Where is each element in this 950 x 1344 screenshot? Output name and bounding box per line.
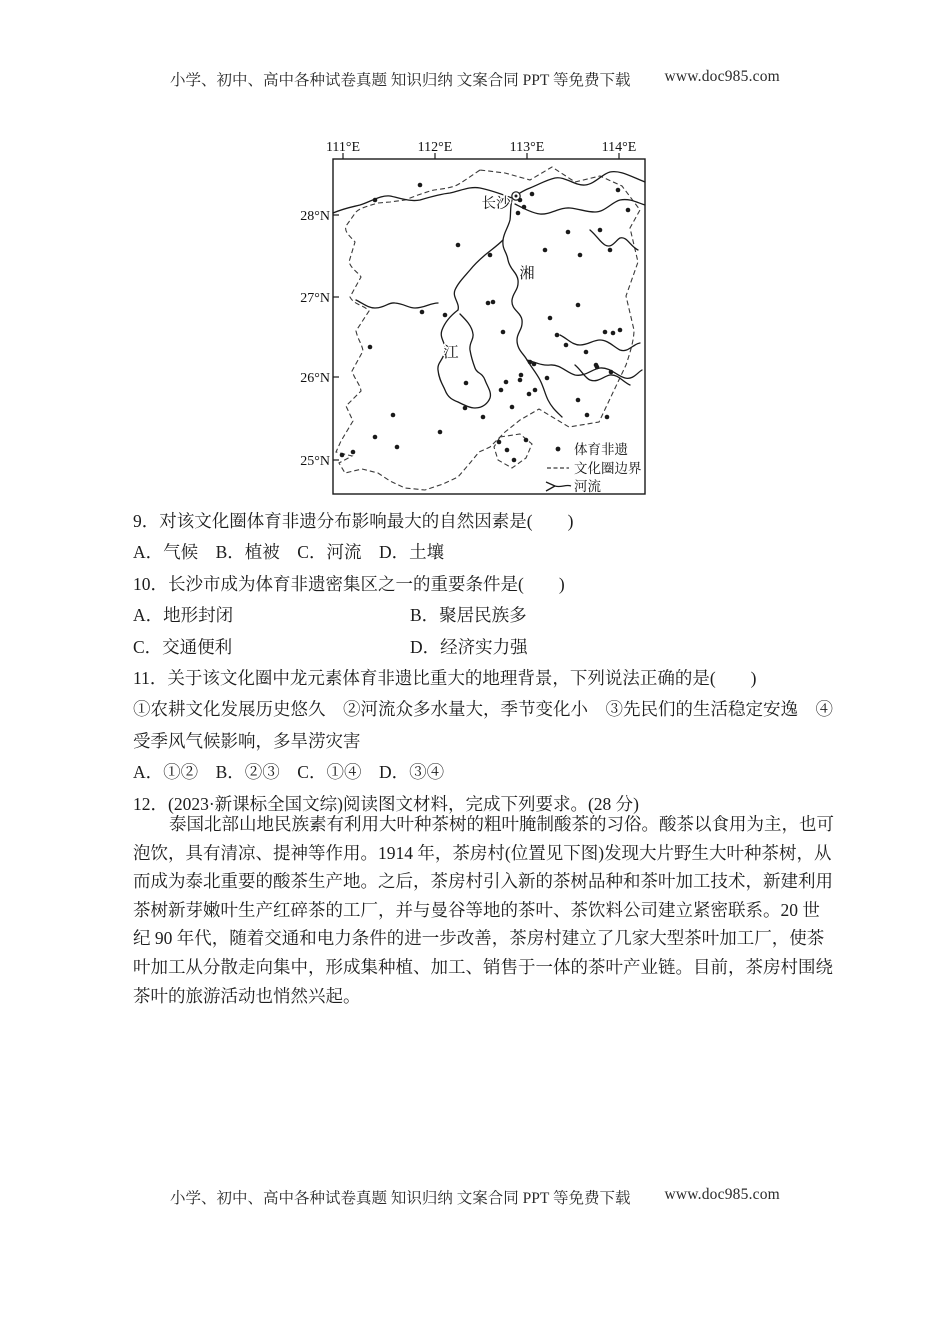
heritage-dot: [456, 243, 461, 248]
heritage-dot: [609, 370, 614, 375]
question-12: 12．(2023·新课标全国文综)阅读图文材料，完成下列要求。(28 分): [133, 793, 640, 814]
heritage-dot: [564, 343, 569, 348]
heritage-dot: [532, 362, 537, 367]
q10-option-a[interactable]: A．地形封闭: [133, 605, 234, 626]
heritage-dot: [501, 330, 506, 335]
heritage-dot: [340, 453, 345, 458]
heritage-dot: [543, 248, 548, 253]
question-11-items-line2: 受季风气候影响，多旱涝灾害: [133, 730, 361, 751]
lat-label-27n: 27°N: [300, 291, 330, 306]
heritage-dot: [373, 435, 378, 440]
question-11-items-line1: ①农耕文化发展历史悠久 ②河流众多水量大，季节变化小 ③先民们的生活稳定安逸 ④: [133, 699, 833, 720]
passage-line: 叶加工从分散走向集中，形成集种植、加工、销售于一体的茶叶产业链。目前，茶房村围绕: [133, 956, 833, 977]
heritage-dot: [420, 310, 425, 315]
heritage-dot: [395, 445, 400, 450]
passage-line: 泡饮，具有清凉、提神等作用。1914 年，茶房村(位置见下图)发现大片野生大叶种茶树，从: [133, 842, 832, 863]
heritage-dot: [464, 381, 469, 386]
heritage-dot: [373, 198, 378, 203]
heritage-dot: [528, 360, 533, 365]
heritage-dot: [618, 328, 623, 333]
map-legend: [542, 440, 644, 494]
heritage-dot: [463, 406, 468, 411]
page-footer: [0, 1186, 950, 1208]
heritage-dot: [576, 303, 581, 308]
lat-label-26n: 26°N: [300, 371, 330, 386]
page-header: [0, 68, 950, 90]
heritage-dot: [418, 183, 423, 188]
heritage-dot: [491, 300, 496, 305]
heritage-dot: [608, 248, 613, 253]
heritage-dot: [499, 388, 504, 393]
header-text: 小学、初中、高中各种试卷真题 知识归纳 文案合同 PPT 等免费下载: [170, 72, 631, 89]
heritage-dot: [516, 211, 521, 216]
passage-line: 泰国北部山地民族素有利用大叶种茶树的粗叶腌制酸茶的习俗。酸茶以食用为主，也可: [169, 814, 834, 834]
question-10: 10．长沙市成为体育非遗密集区之一的重要条件是( ): [133, 573, 565, 594]
q10-option-b[interactable]: B．聚居民族多: [410, 605, 527, 626]
heritage-dot: [351, 450, 356, 455]
heritage-dot: [522, 205, 527, 210]
heritage-dot: [533, 388, 538, 393]
footer-text: 小学、初中、高中各种试卷真题 知识归纳 文案合同 PPT 等免费下载: [170, 1190, 631, 1207]
heritage-dot: [545, 376, 550, 381]
heritage-dot: [585, 413, 590, 418]
heritage-dot: [576, 398, 581, 403]
heritage-dot: [481, 415, 486, 420]
heritage-dot: [488, 253, 493, 258]
heritage-dot: [524, 438, 529, 443]
passage-block: [133, 810, 833, 1010]
header-url[interactable]: www.doc985.com: [664, 68, 780, 85]
heritage-dot: [611, 331, 616, 336]
heritage-dot: [518, 378, 523, 383]
jiang-label: 江: [443, 345, 459, 361]
heritage-dot: [603, 330, 608, 335]
longitude-axis: [326, 140, 636, 159]
q10-option-d[interactable]: D．经济实力强: [410, 636, 528, 657]
heritage-dots: [340, 183, 631, 463]
question-11: 11．关于该文化圈中龙元素体育非遗比重大的地理背景，下列说法正确的是( ): [133, 667, 757, 688]
heritage-dot: [598, 228, 603, 233]
passage-line: 而成为泰北重要的酸茶生产地。之后，茶房村引入新的茶树品种和茶叶加工技术，新建利用: [133, 871, 833, 892]
heritage-dot: [368, 345, 373, 350]
heritage-dot: [566, 230, 571, 235]
heritage-dot: [443, 313, 448, 318]
heritage-dot: [616, 188, 621, 193]
lat-label-25n: 25°N: [300, 454, 330, 469]
heritage-dot: [594, 363, 599, 368]
passage-line: 茶树新芽嫩叶生产红碎茶的工厂，并与曼谷等地的茶叶、茶饮料公司建立紧密联系。20 世: [133, 899, 820, 920]
heritage-dot: [527, 392, 532, 397]
heritage-dot: [510, 405, 515, 410]
lon-label-114e: 114°E: [601, 140, 637, 155]
heritage-dot: [438, 430, 443, 435]
heritage-map-figure: [290, 140, 662, 508]
heritage-dot: [497, 440, 502, 445]
passage-line: 茶叶的旅游活动也悄然兴起。: [133, 985, 361, 1006]
heritage-dot: [555, 333, 560, 338]
heritage-dot: [504, 380, 509, 385]
heritage-dot: [486, 301, 491, 306]
heritage-dot: [605, 415, 610, 420]
passage-line: 纪 90 年代，随着交通和电力条件的进一步改善，茶房村建立了几家大型茶叶加工厂，使茶: [133, 928, 825, 949]
heritage-dot: [626, 208, 631, 213]
footer-url[interactable]: www.doc985.com: [664, 1186, 780, 1203]
lon-label-112e: 112°E: [417, 140, 453, 155]
lon-label-111e: 111°E: [325, 140, 361, 155]
question-10-options-row-2: [133, 632, 833, 663]
heritage-dot: [584, 350, 589, 355]
question-9: 9．对该文化圈体育非遗分布影响最大的自然因素是( ): [133, 511, 574, 531]
xiang-label: 湘: [519, 266, 535, 282]
heritage-dot: [530, 192, 535, 197]
question-block: [133, 506, 833, 820]
heritage-map-svg: [290, 140, 662, 508]
legend-heritage-label: 体育非遗: [574, 442, 628, 457]
question-11-options[interactable]: A．①② B．②③ C．①④ D．③④: [133, 762, 445, 783]
heritage-dot: [391, 413, 396, 418]
heritage-dot: [505, 448, 510, 453]
q10-option-c[interactable]: C．交通便利: [133, 636, 233, 657]
heritage-dot: [578, 253, 583, 258]
heritage-dot: [548, 316, 553, 321]
legend-river-label: 河流: [574, 479, 601, 494]
question-9-options[interactable]: A．气候 B．植被 C．河流 D．土壤: [133, 542, 445, 563]
heritage-dot: [519, 373, 524, 378]
changsha-city-marker: [512, 192, 520, 200]
changsha-label: 长沙: [481, 196, 511, 212]
lat-label-28n: 28°N: [300, 209, 330, 224]
lon-label-113e: 113°E: [509, 140, 545, 155]
legend-dot-symbol: [556, 447, 561, 452]
heritage-dot: [512, 458, 517, 463]
question-10-options-row-1: [133, 600, 833, 631]
legend-boundary-label: 文化圈边界: [574, 461, 642, 476]
